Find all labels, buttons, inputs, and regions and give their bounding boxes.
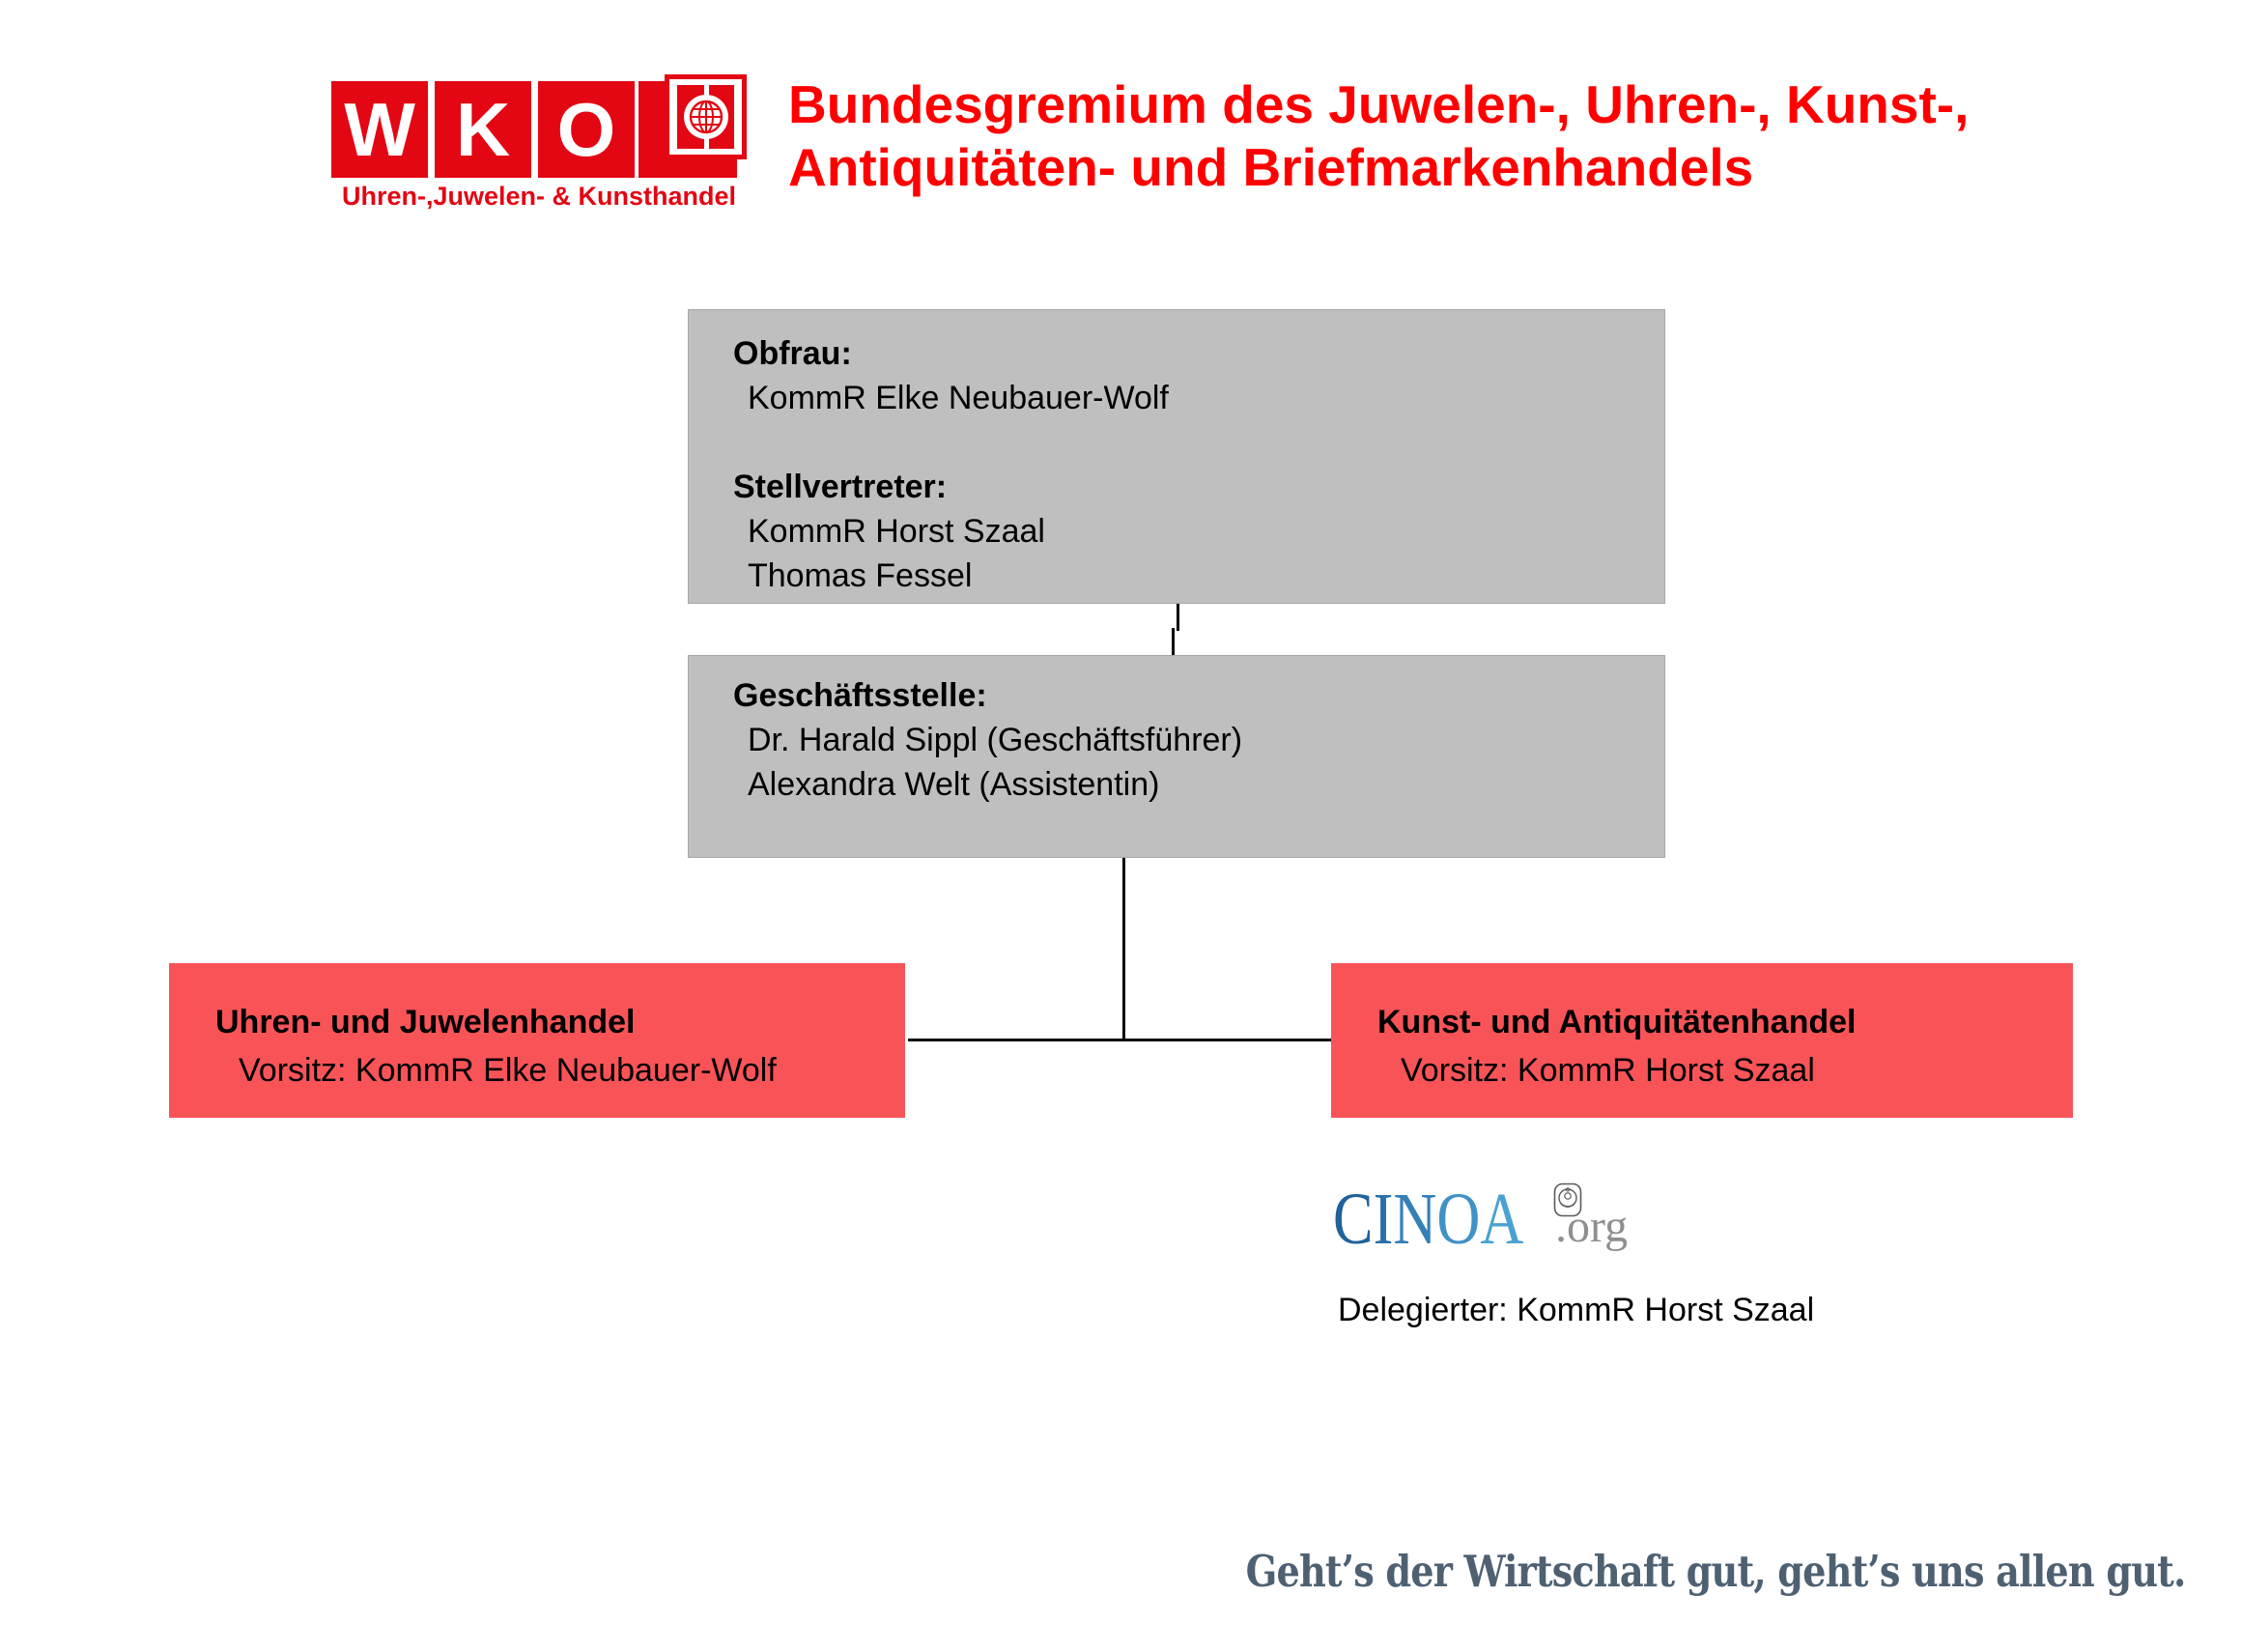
page-title [788,73,1969,199]
board-role2-person1: KommR Horst Szaal [748,513,1045,550]
board-role2-person2: Thomas Fessel [748,557,973,594]
office-person2: Alexandra Welt (Assistentin) [748,766,1160,803]
branch-right-subtitle: Vorsitz: KommR Horst Szaal [1401,1052,1815,1089]
connector-branches-horizontal [908,1039,1333,1041]
globe-icon [684,95,728,139]
board-role1-label: Obfrau: [733,335,852,372]
branch-left-subtitle: Vorsitz: KommR Elke Neubauer-Wolf [239,1052,777,1089]
office-person1: Dr. Harald Sippl (Geschäftsführer) [748,722,1243,758]
branch-box-uhren-juwelen [169,963,905,1118]
cinoa-delegate: Delegierter: KommR Horst Szaal [1338,1292,1815,1328]
page-title-line1: Bundesgremium des Juwelen-, Uhren-, Kunst-, [788,74,1970,134]
cinoa-letter: A [1480,1179,1524,1260]
branch-left-title: Uhren- und Juwelenhandel [215,1004,636,1040]
wko-letter-o: O [556,86,616,172]
cinoa-wordmark [1333,1179,1524,1260]
connector-board-office-lower [1172,628,1175,656]
wko-logo-square-o [538,81,635,178]
wko-logo-square-k [435,81,531,178]
cinoa-letter: N [1393,1179,1437,1260]
wko-logo [331,81,747,216]
office-label: Geschäftsstelle: [733,677,987,714]
board-role1-person: KommR Elke Neubauer-Wolf [748,380,1169,416]
wko-logo-square-w [331,81,428,178]
connector-board-office-upper [1177,604,1179,631]
cinoa-letter: C [1333,1179,1374,1260]
cinoa-logo [1333,1179,1661,1269]
page-title-line2: Antiquitäten- und Briefmarkenhandels [788,137,1754,197]
office-box [688,655,1665,858]
wko-slogan: Geht’s der Wirtschaft gut, geht’s uns allen gut. [1245,1546,2185,1597]
branch-right-title: Kunst- und Antiquitätenhandel [1377,1004,1857,1040]
wko-globe-emblem-icon [665,74,747,159]
wko-letter-k: K [455,86,511,172]
cinoa-tld: .org [1555,1201,1629,1252]
board-box [688,309,1665,604]
board-role2-label: Stellvertreter: [733,469,948,505]
cinoa-letter: I [1373,1179,1394,1260]
wko-letter-w: W [344,86,415,172]
board-spacer [733,420,1655,465]
connector-office-branches-vertical [1122,858,1125,1041]
wko-logo-subtext: Uhren-,Juwelen- & Kunsthandel [341,182,737,211]
branch-box-kunst-antiquitaeten [1331,963,2073,1118]
cinoa-letter: O [1436,1179,1481,1260]
